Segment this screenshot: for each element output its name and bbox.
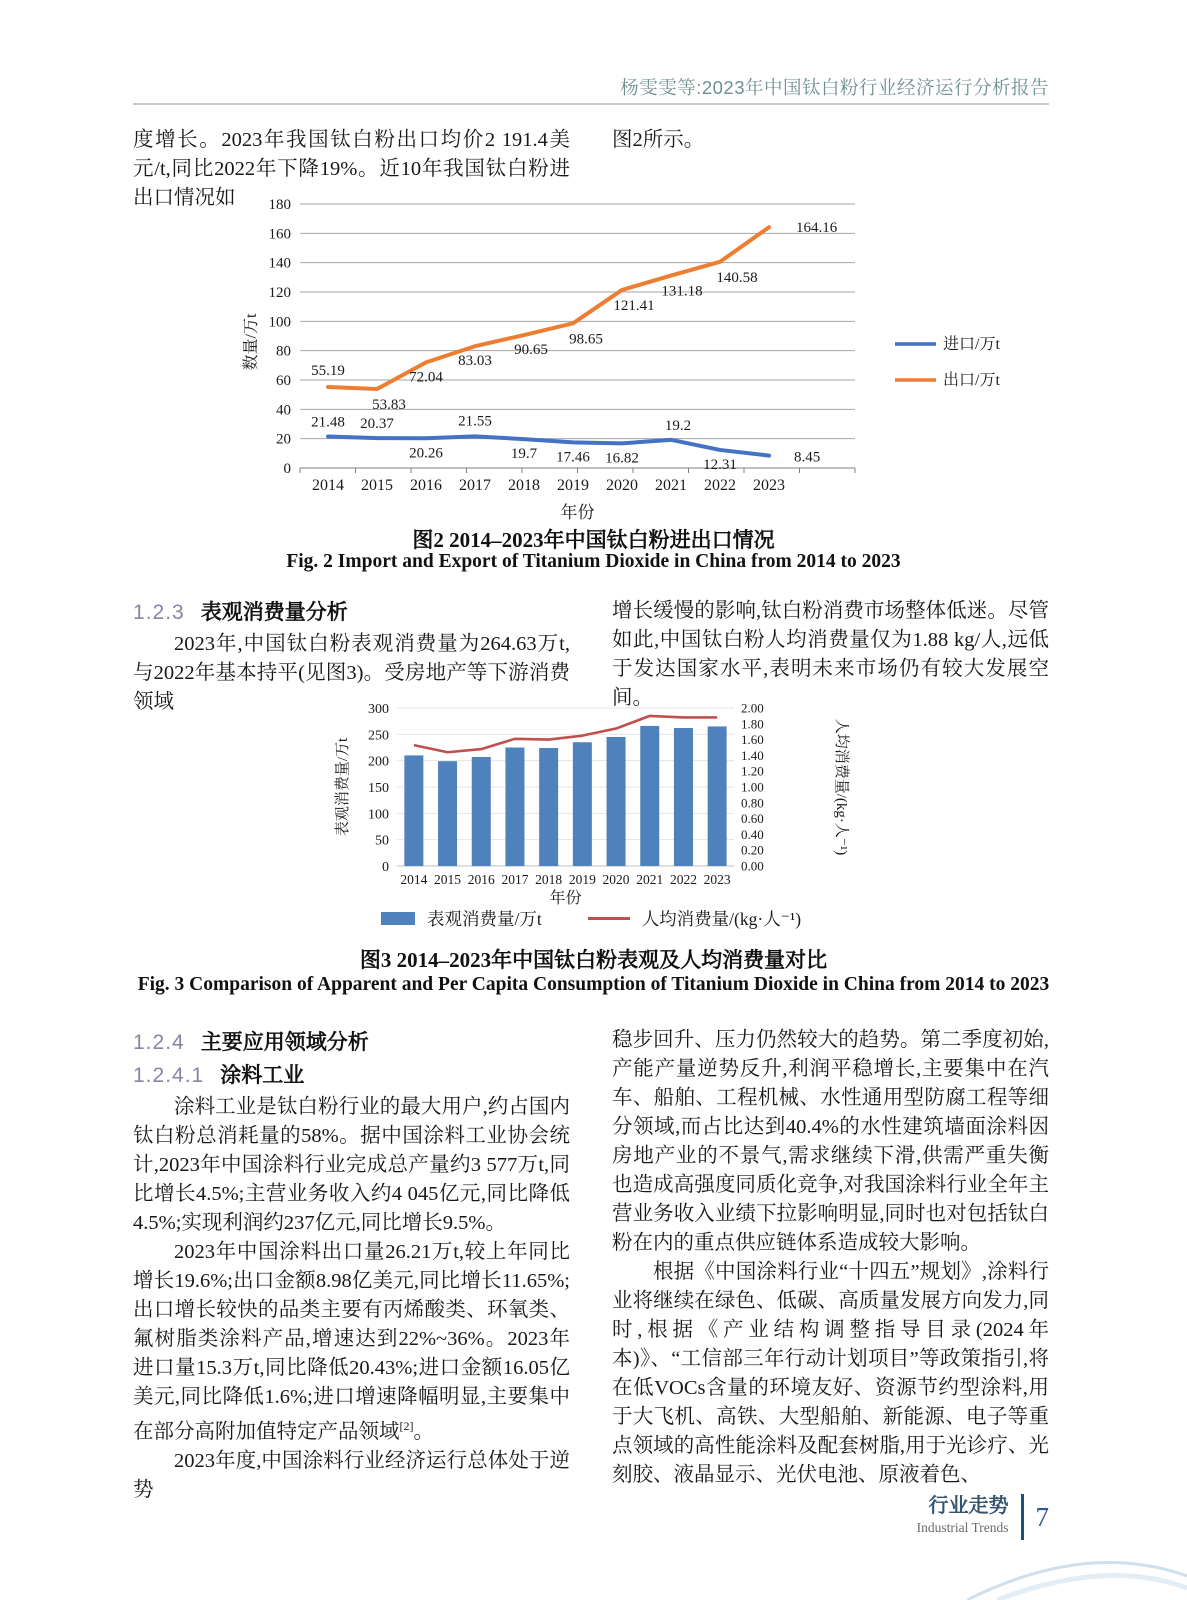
paragraph: 稳步回升、压力仍然较大的趋势。第二季度初始,产能产量逆势反升,利润平稳增长,主要集中在汽车、船舶、工程机械、水性通用型防腐工程等细分领域,而占比达到40.4%的水性建筑墙面涂料因房地产业的不景气,需求继续下滑,供需严重失衡也造成高强度同质化竞争,对我国涂料行业全年主营业务收入业绩下拉影响明显,同时也对包括钛白粉在内的重点供应链体系造成较大影响。 [612, 1029, 1049, 1254]
svg-text:2022: 2022 [669, 872, 697, 887]
section-title: 涂料工业 [220, 1064, 305, 1087]
running-header: 杨雯雯等:2023年中国钛白粉行业经济运行分析报告 [620, 77, 1049, 98]
svg-text:2014: 2014 [400, 872, 428, 887]
fig2-chart [240, 192, 1080, 524]
svg-text:21.48: 21.48 [311, 414, 345, 431]
svg-text:121.41: 121.41 [613, 297, 655, 314]
svg-text:300: 300 [368, 702, 389, 717]
paragraph: 2023年度,中国涂料行业经济运行总体处于逆势 [133, 1449, 570, 1501]
fig3-legend-bar-entry [381, 906, 542, 931]
svg-text:20.37: 20.37 [360, 416, 394, 433]
section-title: 主要应用领域分析 [200, 1031, 369, 1054]
paragraph: 根据《中国涂料行业“十四五”规划》,涂料行业将继续在绿色、低碳、高质量发展方向发力,同时,根据《产业结构调整指导目录(2024年本)》、“工信部三年行动计划项目”等政策指引,将在低VOCs含量的环境友好、资源节约型涂料,用于大飞机、高铁、大型船舶、新能源、电子等重点领域的高性能涂料及配套树脂,用于光诊疗、光刻胶、液晶显示、光伏电池、原液着色、 [612, 1261, 1049, 1486]
svg-text:2.00: 2.00 [741, 700, 764, 716]
svg-text:人均消费量/(kg·人⁻¹): 人均消费量/(kg·人⁻¹) [833, 718, 849, 856]
svg-text:2015: 2015 [361, 477, 393, 494]
svg-text:250: 250 [368, 728, 389, 744]
section-title: 表观消费量分析 [200, 601, 348, 624]
svg-text:150: 150 [368, 781, 389, 796]
fig3-chart [325, 694, 865, 906]
svg-text:55.19: 55.19 [311, 363, 345, 380]
svg-text:0.00: 0.00 [741, 858, 764, 874]
section-1-2-4-1-left-column [133, 1093, 570, 1505]
svg-text:100: 100 [268, 314, 291, 331]
svg-text:8.45: 8.45 [794, 449, 821, 466]
fig2-caption-en: Fig. 2 Import and Export of Titanium Dioxide in China from 2014 to 2023 [286, 551, 901, 572]
paragraph-text: 2023年中国涂料出口量26.21万t,较上年同比增长19.6%;出口金额8.98亿美元,同比增长11.65%;出口增长较快的品类主要有丙烯酸类、环氧类、氟树脂类涂料产品,增速达到22%~36%。2023年进口量15.3万t,同比降低20.43%;进口金额16.05亿美元,同比降低1.6%;进口增速降幅明显,主要集中在部分高附加值特定产品领域 [133, 1241, 570, 1443]
fig2-caption-cn: 图2 2014–2023年中国钛白粉进出口情况 [412, 528, 775, 552]
svg-text:72.04: 72.04 [409, 369, 443, 386]
svg-text:0.40: 0.40 [741, 826, 764, 842]
svg-text:1.40: 1.40 [741, 747, 764, 763]
svg-text:年份: 年份 [549, 890, 582, 906]
section-1-2-4-1-right-column [612, 1026, 1049, 1490]
svg-text:60: 60 [276, 373, 291, 389]
svg-text:19.7: 19.7 [510, 446, 538, 463]
paragraph [133, 1238, 570, 1447]
svg-text:出口/万t: 出口/万t [943, 372, 1000, 389]
intro-right-column: 图2所示。 [612, 129, 705, 151]
svg-text:90.65: 90.65 [514, 342, 548, 359]
section-1-2-3-left-paragraph: 2023年,中国钛白粉表观消费量为264.63万t,与2022年基本持平(见图3)。受房地产等下游消费领域 [133, 633, 570, 713]
svg-text:164.16: 164.16 [796, 220, 838, 237]
svg-text:0: 0 [283, 461, 291, 477]
intro-left-column: 度增长。2023年我国钛白粉出口均价2 191.4美元/t,同比2022年下降19%。近10年我国钛白粉进出口情况如 [133, 129, 570, 209]
fig3-caption-en: Fig. 3 Comparison of Apparent and Per Capita Consumption of Titanium Dioxide in China from 2014 to 2023 [137, 974, 1050, 995]
section-1-2-3-heading [133, 596, 570, 626]
fig3-legend-line-label: 人均消费量/(kg·人⁻¹) [641, 909, 802, 929]
svg-text:2017: 2017 [501, 872, 529, 887]
svg-text:2016: 2016 [410, 477, 442, 494]
paragraph: 涂料工业是钛白粉行业的最大用户,约占国内钛白粉总消耗量的58%。据中国涂料工业协会统计,2023年中国涂料行业完成总产量约3 577万t,同比增长4.5%;主营业务收入约4 045亿元,同比降低4.5%;实现利润约237亿元,同比增长9.5%。 [133, 1096, 570, 1234]
svg-text:0.20: 0.20 [741, 842, 764, 858]
svg-text:140.58: 140.58 [716, 269, 758, 286]
reference-marker: [2] [399, 1419, 414, 1433]
svg-text:200: 200 [368, 754, 389, 770]
fig3-caption-cn: 图3 2014–2023年中国钛白粉表观及人均消费量对比 [359, 948, 828, 972]
section-number: 1.2.4.1 [133, 1064, 205, 1087]
svg-text:2020: 2020 [606, 477, 638, 494]
fig3-legend-bar-label: 表观消费量/万t [426, 909, 542, 929]
svg-text:2014: 2014 [312, 477, 344, 494]
svg-text:21.55: 21.55 [458, 413, 492, 430]
svg-text:2020: 2020 [602, 872, 630, 887]
svg-text:2022: 2022 [704, 477, 736, 494]
fig3-legend [133, 906, 1049, 931]
svg-text:2021: 2021 [636, 872, 664, 887]
svg-text:1.00: 1.00 [741, 779, 764, 795]
svg-text:180: 180 [268, 197, 291, 213]
svg-text:数量/万t: 数量/万t [243, 313, 260, 371]
svg-text:20.26: 20.26 [409, 445, 443, 462]
svg-text:2016: 2016 [467, 872, 495, 887]
svg-text:2019: 2019 [557, 477, 589, 494]
svg-text:表观消费量/万t: 表观消费量/万t [335, 737, 351, 837]
svg-text:0.60: 0.60 [741, 811, 764, 827]
svg-text:1.60: 1.60 [741, 732, 764, 748]
section-1-2-4-heading [133, 1026, 570, 1056]
svg-text:50: 50 [375, 833, 389, 849]
svg-text:2019: 2019 [568, 872, 596, 887]
section-1-2-4-1-heading [133, 1059, 570, 1089]
svg-text:100: 100 [368, 807, 389, 823]
svg-text:2017: 2017 [459, 477, 491, 494]
section-1-2-3-right-paragraph: 增长缓慢的影响,钛白粉消费市场整体低迷。尽管如此,中国钛白粉人均消费量仅为1.88 kg/人,远低于发达国家水平,表明未来市场仍有较大发展空间。 [612, 600, 1049, 709]
svg-text:12.31: 12.31 [703, 456, 737, 473]
footer-cn-text: 行业走势 [928, 1495, 1009, 1517]
svg-text:进口/万t: 进口/万t [943, 336, 1000, 353]
section-number: 1.2.4 [133, 1031, 185, 1054]
svg-text:1.20: 1.20 [741, 763, 764, 779]
footer-en-text: Industrial Trends [916, 1520, 1009, 1535]
svg-text:20: 20 [276, 431, 291, 448]
section-number: 1.2.3 [133, 601, 185, 624]
svg-text:131.18: 131.18 [661, 283, 703, 300]
svg-text:83.03: 83.03 [458, 353, 492, 370]
svg-text:年份: 年份 [560, 503, 595, 522]
svg-text:140: 140 [268, 255, 291, 272]
svg-text:19.2: 19.2 [664, 417, 692, 434]
fig3-legend-line-entry [588, 906, 801, 931]
bar-swatch-icon [381, 912, 415, 925]
svg-text:2018: 2018 [535, 872, 563, 887]
line-swatch-icon [588, 917, 630, 920]
corner-decoration [967, 1530, 1187, 1600]
svg-text:160: 160 [268, 226, 291, 243]
svg-text:98.65: 98.65 [569, 331, 603, 348]
svg-text:2021: 2021 [655, 477, 687, 494]
header-rule [133, 103, 1049, 105]
svg-text:40: 40 [276, 402, 291, 419]
svg-text:53.83: 53.83 [372, 397, 406, 414]
paragraph-end: 。 [413, 1420, 434, 1443]
svg-text:120: 120 [268, 285, 291, 301]
page-number: 7 [1035, 1501, 1049, 1532]
svg-text:80: 80 [276, 343, 291, 360]
svg-text:2018: 2018 [508, 477, 540, 494]
svg-text:2023: 2023 [703, 872, 731, 887]
svg-text:1.80: 1.80 [741, 716, 764, 732]
svg-text:16.82: 16.82 [605, 450, 639, 467]
svg-text:0: 0 [382, 860, 389, 875]
svg-text:2015: 2015 [434, 872, 462, 887]
svg-text:2023: 2023 [753, 477, 785, 494]
svg-text:17.46: 17.46 [556, 449, 590, 466]
svg-text:0.80: 0.80 [741, 795, 764, 811]
